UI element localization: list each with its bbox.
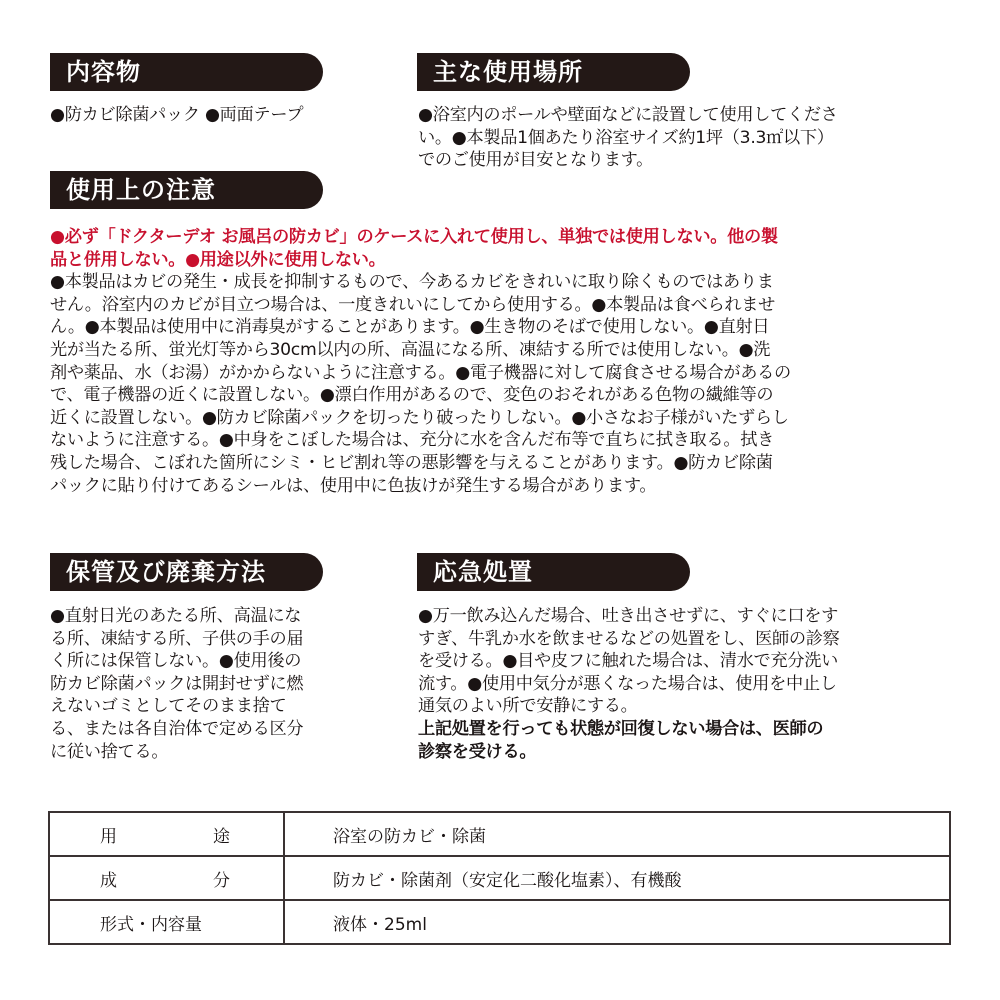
cautions-line: パックに貼り付けてあるシールは、使用中に色抜けが発生する場合があります。 [50, 475, 657, 496]
first-aid-text [418, 605, 840, 763]
spec-key-cell [49, 812, 284, 856]
cautions-text [50, 226, 791, 497]
storage-disposal-text [50, 605, 303, 763]
first-aid-line: 流す。●使用中気分が悪くなった場合は、使用を中止し [418, 673, 837, 694]
cautions-warning-line: 品と併用しない。●用途以外に使用しない。 [50, 249, 386, 270]
cautions-line: ないように注意する。●中身をこぼした場合は、充分に水を含んだ布等で直ちに拭き取る。拭き [50, 430, 774, 451]
storage-disposal-line: る所、凍結する所、子供の手の届 [50, 628, 304, 649]
first-aid-line: を受ける。●目や皮フに触れた場合は、清水で充分洗い [418, 651, 838, 672]
cautions-line: 近くに設置しない。●防カビ除菌パックを切ったり破ったりしない。●小さなお子様がいたずらし [50, 407, 789, 428]
storage-disposal-line: く所には保管しない。●使用後の [50, 651, 302, 672]
spec-key-part: 成 [100, 870, 117, 891]
spec-key-part: 形式・内容量 [100, 914, 202, 935]
table-row [49, 812, 950, 856]
storage-disposal-line: 防カビ除菌パックは開封せずに燃 [50, 673, 304, 694]
first-aid-line: すぎ、牛乳か水を飲ませるなどの処置をし、医師の診察 [418, 628, 840, 649]
storage-disposal-line: ●直射日光のあたる所、高温にな [50, 606, 302, 626]
first-aid-bold-line: 診察を受ける。 [418, 741, 537, 762]
usage-place-heading: 主な使用場所 [417, 53, 690, 91]
cautions-line: ん。●本製品は使用中に消毒臭がすることがあります。●生き物のそばで使用しない。●直射日 [50, 317, 770, 338]
first-aid-heading: 応急処置 [417, 553, 690, 591]
storage-disposal-line: る、または各自治体で定める区分 [50, 718, 304, 739]
table-row [49, 900, 950, 944]
usage-place-text [418, 104, 838, 172]
contents-heading: 内容物 [50, 53, 323, 91]
spec-key-cell [49, 900, 284, 944]
spec-table [48, 811, 951, 945]
usage-place-line: でのご使用が目安となります。 [418, 150, 654, 171]
storage-disposal-heading: 保管及び廃棄方法 [50, 553, 323, 591]
cautions-line: 残した場合、こぼれた箇所にシミ・ヒビ割れ等の悪影響を与えることがあります。●防カビ除菌 [50, 452, 773, 473]
cautions-heading: 使用上の注意 [50, 171, 323, 209]
cautions-line: ●本製品はカビの発生・成長を抑制するもので、今あるカビをきれいに取り除くものではありま [50, 272, 774, 293]
spec-value-cell: 浴室の防カビ・除菌 [284, 812, 950, 856]
cautions-line: せん。浴室内のカビが目立つ場合は、一度きれいにしてから使用する。●本製品は食べられませ [50, 294, 776, 315]
cautions-warning-line: ●必ず「ドクターデオ お風呂の防カビ」のケースに入れて使用し、単独では使用しない。他の製 [50, 227, 778, 247]
spec-key-part: 分 [213, 870, 230, 891]
storage-disposal-line: に従い捨てる。 [50, 741, 169, 762]
spec-value-cell: 防カビ・除菌剤（安定化二酸化塩素）、有機酸 [284, 856, 950, 900]
spec-value-cell: 液体・25ml [284, 900, 950, 944]
cautions-line: で、電子機器の近くに設置しない。●漂白作用があるので、変色のおそれがある色物の繊維等の [50, 385, 774, 406]
storage-disposal-line: えないゴミとしてそのまま捨て [50, 696, 287, 717]
first-aid-bold-line: 上記処置を行っても状態が回復しない場合は、医師の [418, 718, 824, 739]
usage-place-line: ●浴室内のポールや壁面などに設置して使用してくださ [418, 105, 838, 125]
table-row [49, 856, 950, 900]
spec-key-part: 途 [213, 826, 230, 847]
cautions-line: 光が当たる所、蛍光灯等から30cm以内の所、高温になる所、凍結する所では使用しない。●洗 [50, 339, 771, 360]
first-aid-line: ●万一飲み込んだ場合、吐き出させずに、すぐに口をす [418, 606, 838, 626]
usage-place-line: い。●本製品1個あたり浴室サイズ約1坪（3.3㎡以下） [418, 127, 834, 148]
spec-key-part: 用 [100, 826, 117, 847]
first-aid-line: 通気のよい所で安静にする。 [418, 696, 638, 717]
cautions-line: 剤や薬品、水（お湯）がかからないように注意する。●電子機器に対して腐食させる場合があるの [50, 362, 791, 383]
contents-items: ●防カビ除菌パック ●両面テープ [50, 105, 304, 125]
spec-key-cell [49, 856, 284, 900]
